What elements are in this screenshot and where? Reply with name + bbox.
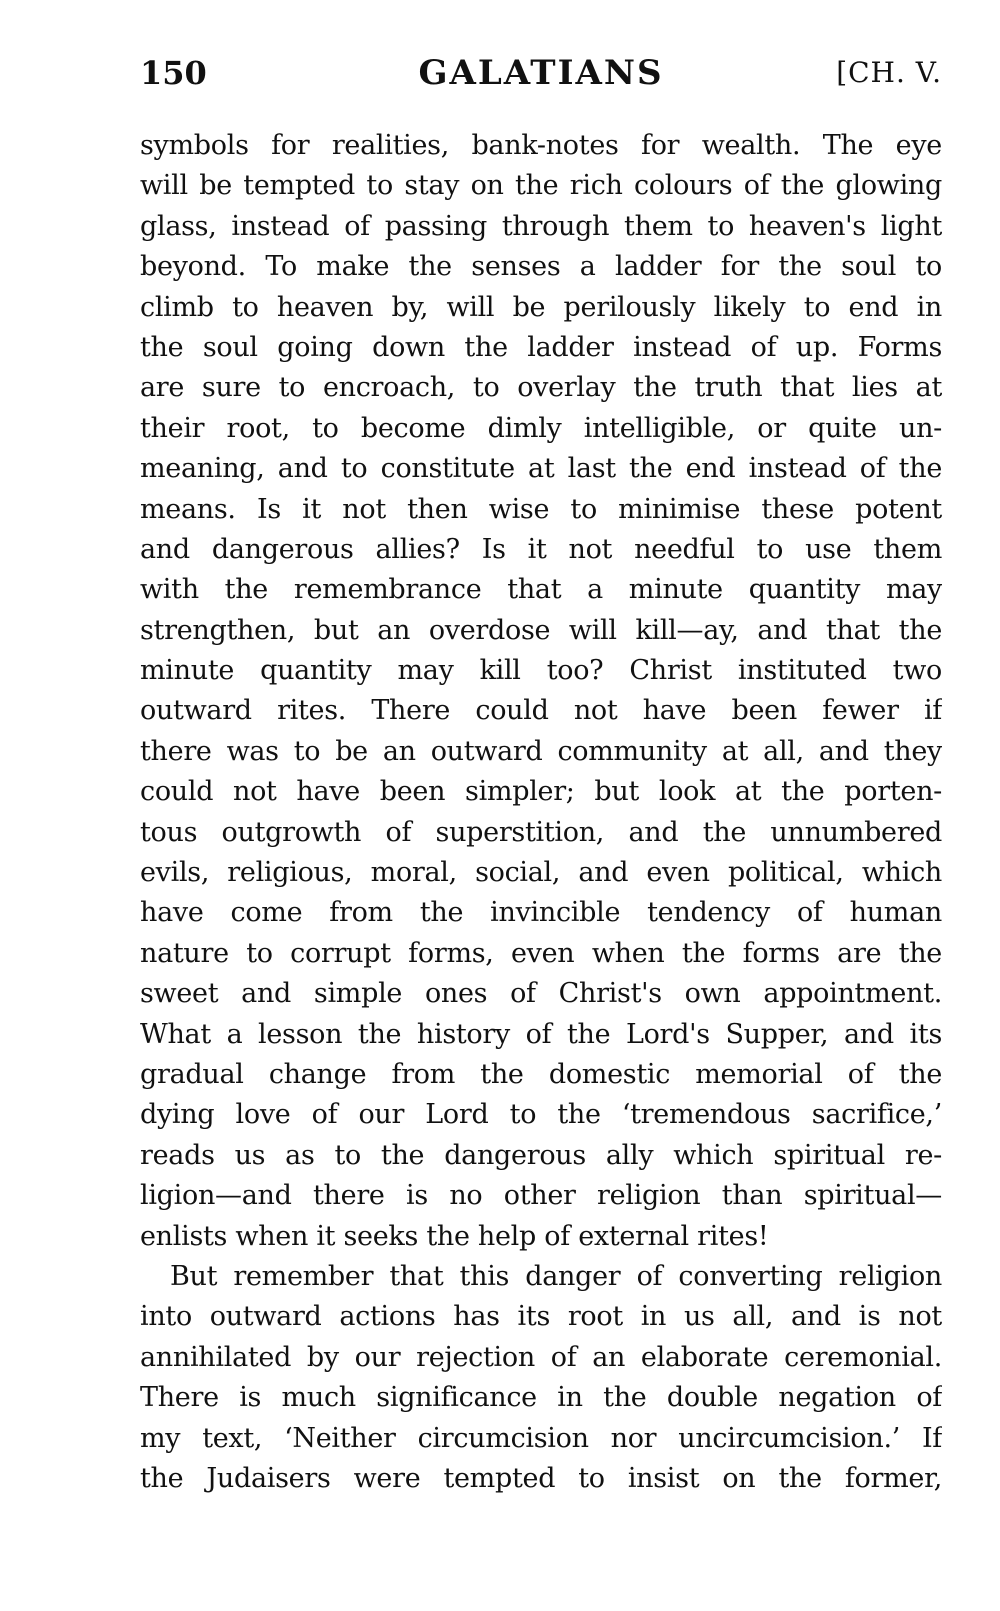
text-line: my text, ‘Neither circumcision nor uncircumcision.’ If	[140, 1422, 942, 1454]
paragraph-first-line: But remember that this danger of converting religion	[170, 1260, 942, 1292]
text-line: beyond. To make the senses a ladder for the soul to	[140, 251, 942, 283]
text-line: glass, instead of passing through them to heaven's light	[140, 210, 942, 242]
text-line: could not have been simpler; but look at the porten-	[140, 776, 942, 808]
text-line: with the remembrance that a minute quantity may	[140, 574, 942, 606]
page-number: 150	[140, 54, 207, 92]
text-line: minute quantity may kill too? Christ instituted two	[140, 655, 942, 687]
text-line: symbols for realities, bank-notes for wealth. The eye	[140, 130, 942, 161]
text-line: gradual change from the domestic memorial of the	[140, 1058, 942, 1090]
text-line: There is much significance in the double negation of	[140, 1382, 942, 1414]
text-line: strengthen, but an overdose will kill—ay, and that the	[140, 614, 942, 646]
text-line: sweet and simple ones of Christ's own appointment.	[140, 978, 942, 1010]
text-line: evils, religious, moral, social, and even political, which	[140, 857, 942, 889]
text-line: are sure to encroach, to overlay the truth that lies at	[140, 372, 942, 404]
paragraph-last-line: enlists when it seeks the help of external rites!	[140, 1220, 769, 1252]
text-line: the soul going down the ladder instead of up. Forms	[140, 331, 942, 363]
running-title: GALATIANS	[418, 53, 664, 93]
text-line: What a lesson the history of the Lord's Supper, and its	[140, 1018, 942, 1050]
text-line: have come from the invincible tendency of human	[140, 897, 942, 929]
text-line: dying love of our Lord to the ‘tremendous sacrifice,’	[140, 1099, 942, 1131]
text-line: means. Is it not then wise to minimise these potent	[140, 493, 942, 525]
running-header	[140, 48, 942, 98]
text-line: reads us as to the dangerous ally which spiritual re-	[140, 1139, 942, 1171]
text-line: the Judaisers were tempted to insist on the former,	[140, 1462, 942, 1494]
body-text	[140, 126, 942, 1499]
text-line: will be tempted to stay on the rich colours of the glowing	[140, 170, 942, 202]
text-line: meaning, and to constitute at last the end instead of the	[140, 453, 942, 485]
text-line: climb to heaven by, will be perilously likely to end in	[140, 291, 942, 323]
text-line: into outward actions has its root in us all, and is not	[140, 1301, 942, 1333]
text-line: ligion—and there is no other religion than spiritual—	[140, 1180, 942, 1212]
text-line: outward rites. There could not have been fewer if	[140, 695, 942, 727]
text-line: and dangerous allies? Is it not needful to use them	[140, 533, 942, 565]
text-line: tous outgrowth of superstition, and the unnumbered	[140, 816, 942, 848]
text-line: their root, to become dimly intelligible, or quite un-	[140, 412, 942, 444]
text-line: nature to corrupt forms, even when the forms are the	[140, 937, 942, 969]
text-line: annihilated by our rejection of an elaborate ceremonial.	[140, 1341, 942, 1373]
chapter-marker: [CH. V.	[836, 56, 942, 89]
text-line: there was to be an outward community at all, and they	[140, 735, 942, 767]
